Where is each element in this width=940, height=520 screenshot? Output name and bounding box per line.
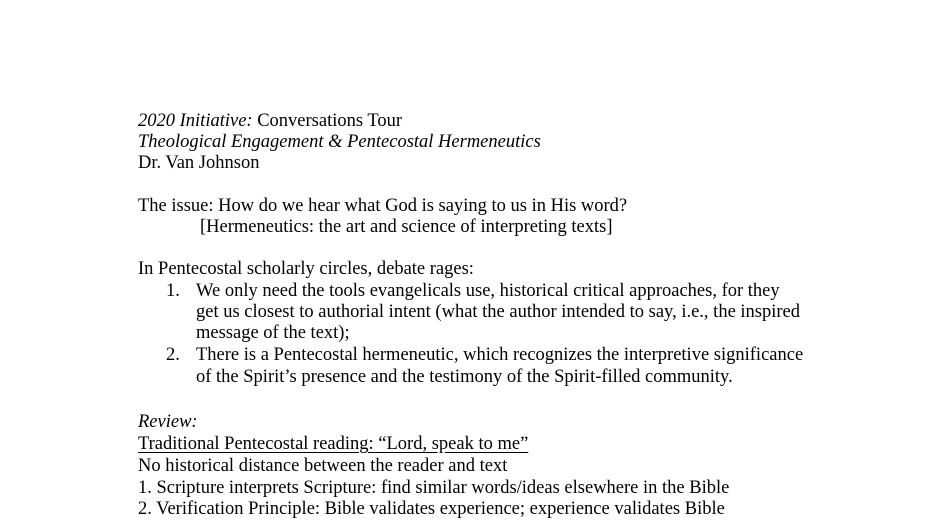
review-point: 1. Scripture interprets Scripture: find similar words/ideas elsewhere in the Bible — [138, 478, 730, 498]
list-number: 1. — [166, 281, 180, 301]
initiative-title: Conversations Tour — [252, 111, 403, 131]
initiative-line — [138, 111, 402, 132]
list-item-line: get us closest to authorial intent (what the author intended to say, i.e., the inspired — [196, 302, 801, 322]
list-item-line: of the Spirit’s presence and the testimony of the Spirit-filled community. — [196, 367, 733, 387]
list-number: 2. — [166, 345, 180, 365]
review-heading: Traditional Pentecostal reading: “Lord, speak to me” — [138, 434, 529, 454]
review-label: Review: — [138, 412, 198, 432]
debate-intro: In Pentecostal scholarly circles, debate rages: — [138, 259, 474, 279]
author-name: Dr. Van Johnson — [138, 153, 260, 173]
issue-question: The issue: How do we hear what God is saying to us in His word? — [138, 196, 628, 216]
list-item-line: message of the text); — [196, 323, 350, 343]
hermeneutics-definition: [Hermeneutics: the art and science of interpreting texts] — [200, 217, 613, 237]
review-point: 2. Verification Principle: Bible validates experience; experience validates Bible — [138, 499, 725, 519]
list-item-line: We only need the tools evangelicals use, historical critical approaches, for they — [196, 281, 780, 301]
review-note: No historical distance between the reader and text — [138, 456, 508, 476]
document-subtitle: Theological Engagement & Pentecostal Hermeneutics — [138, 132, 541, 152]
initiative-label: 2020 Initiative: — [138, 111, 253, 131]
list-item-line: There is a Pentecostal hermeneutic, which recognizes the interpretive significance — [196, 345, 804, 365]
